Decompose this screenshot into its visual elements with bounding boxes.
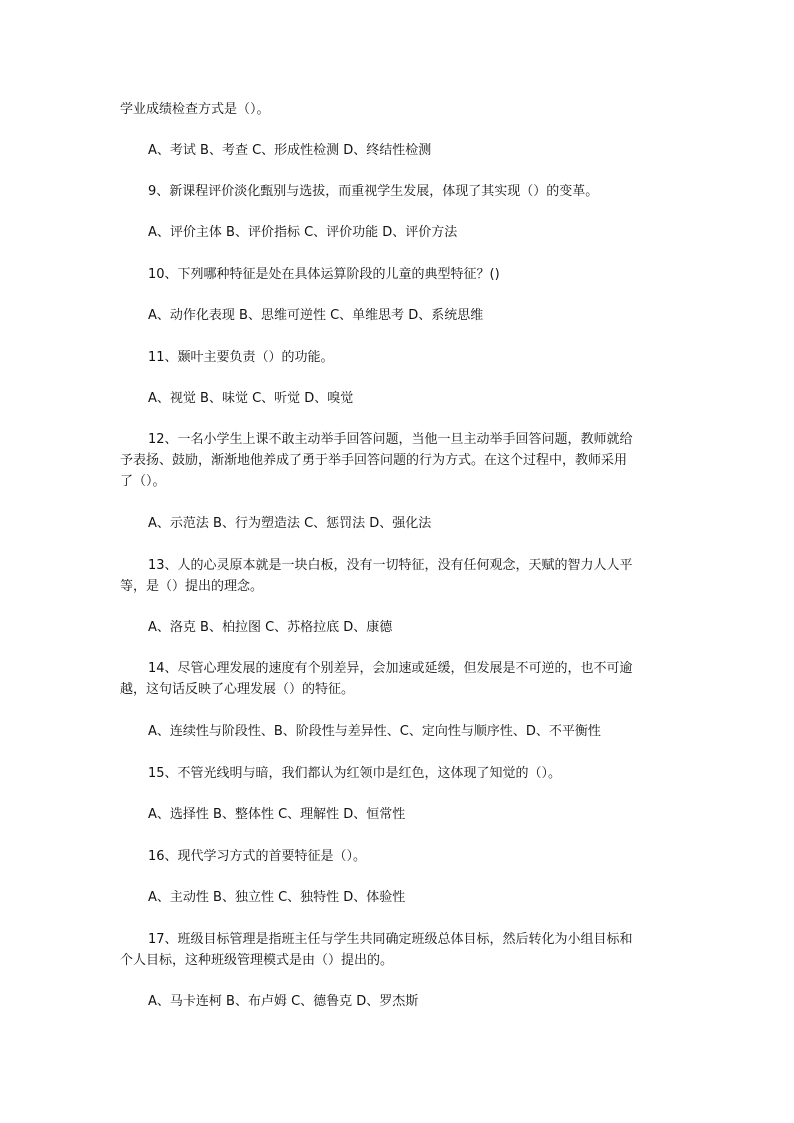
question-10-stem — [148, 264, 500, 285]
text-line: 14、尽管心理发展的速度有个别差异，会加速或延缓，但发展是不可逆的，也不可逾 — [148, 661, 633, 676]
text-line: 学业成绩检查方式是（）。 — [120, 102, 270, 117]
question-15-options — [148, 804, 405, 825]
question-16-stem — [148, 846, 366, 867]
text-line: A、动作化表现 B、思维可逆性 C、单维思考 D、系统思维 — [148, 308, 484, 323]
text-line: 13、人的心灵原本就是一块白板，没有一切特征，没有任何观念，天赋的智力人人平 — [148, 558, 633, 573]
question-13-stem — [120, 555, 633, 597]
text-line: 了（）。 — [120, 474, 166, 489]
text-line: 11、颞叶主要负责（）的功能。 — [148, 350, 334, 365]
question-12-stem — [120, 429, 633, 492]
question-8-options — [148, 140, 431, 161]
question-15-stem — [148, 763, 561, 784]
text-line: A、视觉 B、味觉 C、听觉 D、嗅觉 — [148, 391, 354, 406]
question-10-options — [148, 305, 483, 326]
text-line: 15、不管光线明与暗，我们都认为红领巾是红色，这体现了知觉的（）。 — [148, 766, 562, 781]
text-line: 17、班级目标管理是指班主任与学生共同确定班级总体目标，然后转化为小组目标和 — [148, 932, 633, 947]
question-14-stem — [120, 658, 633, 700]
question-13-options — [148, 617, 392, 638]
text-line: 12、一名小学生上课不敢主动举手回答问题，当他一旦主动举手回答问题，教师就给 — [148, 432, 633, 447]
question-11-options — [148, 388, 353, 409]
question-16-options — [148, 887, 405, 908]
text-line: 越，这句话反映了心理发展（）的特征。 — [120, 682, 355, 697]
text-line: 予表扬、鼓励，渐渐地他养成了勇于举手回答问题的行为方式。在这个过程中，教师采用 — [120, 453, 628, 468]
text-line: A、连续性与阶段性、B、阶段性与差异性、C、定向性与顺序性、D、不平衡性 — [148, 724, 601, 739]
text-line: A、选择性 B、整体性 C、理解性 D、恒常性 — [148, 807, 406, 822]
text-line: A、考试 B、考查 C、形成性检测 D、终结性检测 — [148, 143, 432, 158]
text-line: A、评价主体 B、评价指标 C、评价功能 D、评价方法 — [148, 225, 458, 240]
question-9-options — [148, 222, 457, 243]
text-line: A、主动性 B、独立性 C、独特性 D、体验性 — [148, 890, 406, 905]
question-12-options — [148, 513, 431, 534]
text-line: 16、现代学习方式的首要特征是（）。 — [148, 849, 367, 864]
text-line: 等，是（）提出的理念。 — [120, 579, 264, 594]
text-line: A、洛克 B、柏拉图 C、苏格拉底 D、康德 — [148, 620, 393, 635]
text-line: 9、新课程评价淡化甄别与选拔，而重视学生发展，体现了其实现（）的变革。 — [148, 184, 599, 199]
question-8-stem — [120, 99, 270, 120]
text-line: A、马卡连柯 B、布卢姆 C、德鲁克 D、罗杰斯 — [148, 994, 419, 1009]
question-9-stem — [148, 181, 598, 202]
question-17-options — [148, 991, 418, 1012]
question-14-options — [148, 721, 601, 742]
question-11-stem — [148, 347, 334, 368]
text-line: A、示范法 B、行为塑造法 C、惩罚法 D、强化法 — [148, 516, 432, 531]
text-line: 10、下列哪种特征是处在具体运算阶段的儿童的典型特征？() — [148, 267, 500, 282]
text-line: 个人目标，这种班级管理模式是由（）提出的。 — [120, 953, 394, 968]
question-17-stem — [120, 929, 633, 971]
